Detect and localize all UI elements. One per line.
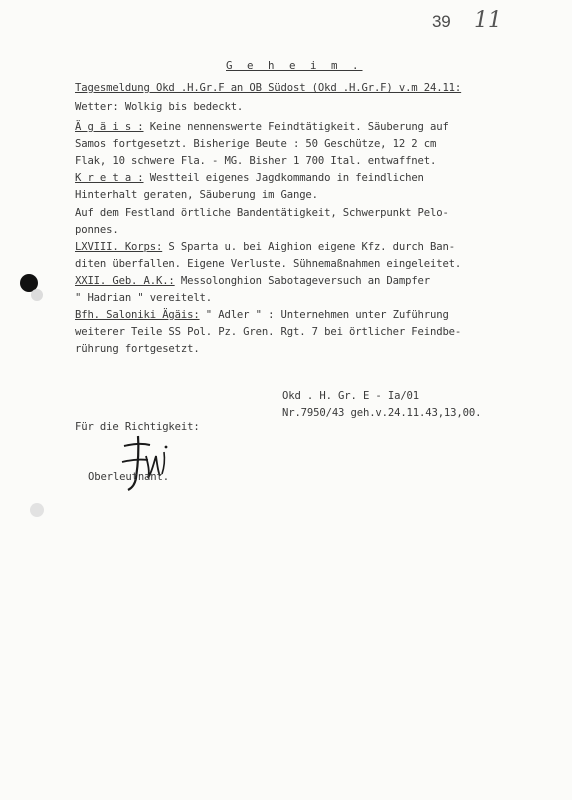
korps-label: LXVIII. Korps:	[75, 241, 163, 253]
reference-line-2: Nr.7950/43 geh.v.24.11.43,13,00.	[282, 407, 482, 419]
punch-hole-shadow	[31, 289, 43, 301]
aegaeis-label: Ä g ä i s :	[75, 121, 144, 133]
punch-hole	[30, 503, 44, 517]
report-heading: Tagesmeldung Okd .H.Gr.F an OB Südost (Okd .H.Gr.F) v.m 24.11:	[75, 82, 462, 94]
kreta-label: K r e t a :	[75, 172, 144, 184]
korps-line-2: diten überfallen. Eigene Verluste. Sühnemaßnahmen eingeleitet.	[75, 258, 462, 270]
weather-line: Wetter: Wolkig bis bedeckt.	[75, 101, 244, 113]
signatory-rank: Oberleutnant.	[88, 471, 169, 483]
kreta-line-1	[75, 172, 424, 184]
bfh-line-2: weiterer Teile SS Pol. Pz. Gren. Rgt. 7 bei örtlicher Feindbe-	[75, 326, 462, 338]
aegaeis-line-2: Samos fortgesetzt. Bisherige Beute : 50 Geschütze, 12 2 cm	[75, 138, 437, 150]
geb-label: XXII. Geb. A.K.:	[75, 275, 175, 287]
aegaeis-text-1: Keine nennenswerte Feindtätigkeit. Säuberung auf	[143, 121, 449, 133]
kreta-line-2: Hinterhalt geraten, Säuberung im Gange.	[75, 189, 318, 201]
bfh-label: Bfh. Saloniki Ägäis:	[75, 309, 200, 321]
aegaeis-line-3: Flak, 10 schwere Fla. - MG. Bisher 1 700 Ital. entwaffnet.	[75, 155, 437, 167]
handwritten-page-number: 11	[474, 8, 502, 33]
geb-line-1	[75, 275, 430, 287]
geb-line-2: " Hadrian " vereitelt.	[75, 292, 213, 304]
festland-line-1: Auf dem Festland örtliche Bandentätigkeit, Schwerpunkt Pelo-	[75, 207, 449, 219]
aegaeis-line-1	[75, 121, 449, 133]
handwritten-signature	[112, 432, 182, 494]
page-number: 39	[432, 12, 451, 31]
korps-line-1	[75, 241, 455, 253]
kreta-text-1: Westteil eigenes Jagdkommando in feindlichen	[143, 172, 424, 184]
certification-line: Für die Richtigkeit:	[75, 421, 200, 433]
bfh-text-1: " Adler " : Unternehmen unter Zuführung	[199, 309, 449, 321]
reference-line-1: Okd . H. Gr. E - Ia/01	[282, 390, 420, 402]
geb-text-1: Messolonghion Sabotageversuch an Dampfer	[174, 275, 431, 287]
document-title: G e h e i m .	[226, 59, 363, 72]
bfh-line-1	[75, 309, 449, 321]
korps-text-1: S Sparta u. bei Aighion eigene Kfz. durch Ban-	[162, 241, 455, 253]
bfh-line-3: rührung fortgesetzt.	[75, 343, 200, 355]
festland-line-2: ponnes.	[75, 224, 119, 236]
